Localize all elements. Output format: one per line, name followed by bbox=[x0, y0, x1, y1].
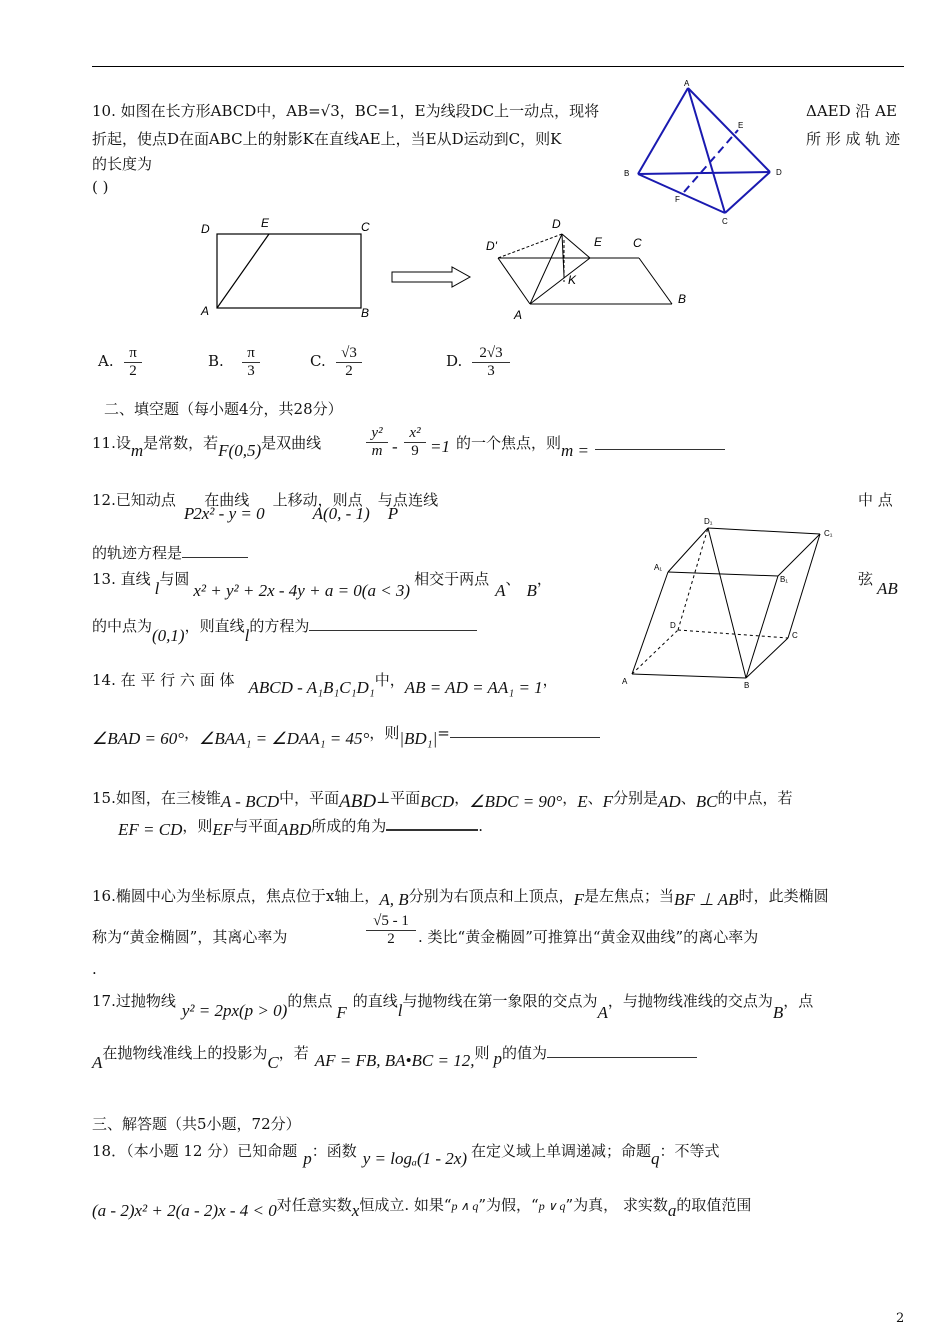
q18-line1: 18．（本小题 12 分）已知命题 p：函数 y = logₐ(1 - 2x) 在定义域上单调递减；命题q：不等式 bbox=[92, 1142, 720, 1168]
prism-label-b: B bbox=[744, 681, 750, 690]
fold-label-dp: D' bbox=[486, 239, 497, 253]
rect-label-c: C bbox=[361, 220, 370, 234]
q10-option-b-value: $\frac{\pi}{3}$ bbox=[242, 345, 260, 380]
fold-label-d: D bbox=[552, 217, 561, 231]
q16-line2b: . 类比“黄金椭圆”可推算出“黄金双曲线”的离心率为 bbox=[418, 928, 759, 946]
q10-option-c-value: $\frac{√3}{2}$ bbox=[336, 345, 362, 380]
prism-label-d1: D₁ bbox=[704, 517, 713, 526]
q10-line3: 的长度为 bbox=[92, 155, 153, 173]
q12-line2: 的轨迹方程是 bbox=[92, 542, 248, 563]
q16-line3: . bbox=[92, 960, 97, 978]
q10-line1: 10. 如图在长方形ABCD中，AB=√3，BC=1，E为线段DC上一动点，现将 bbox=[92, 102, 600, 120]
q13-line2: 的中点为(0,1)，则直线l的方程为 bbox=[92, 615, 477, 636]
tetra-label-b: B bbox=[624, 169, 630, 178]
q18-line2: (a - 2)x² + 2(a - 2)x - 4 < 0对任意实数x恒成立. 如果“p ∧ q”为假，“p ∨ q”为真， 求实数a的取值范围 bbox=[92, 1196, 752, 1220]
prism-label-b1: B₁ bbox=[780, 575, 789, 584]
q17-line2: A在抛物线准线上的投影为C，若 AF = FB, BA•BC = 12,则 p的值为 bbox=[92, 1042, 697, 1063]
q11-line: 11.设m是常数，若F(0,5)是双曲线 bbox=[92, 434, 322, 460]
folded-figure bbox=[482, 212, 702, 327]
rect-label-b: B bbox=[361, 306, 370, 320]
section-3-heading: 三、解答题（共5小题，72分） bbox=[92, 1115, 301, 1133]
q10-line1-right: ΔAED 沿 AE bbox=[806, 102, 897, 120]
q17-line1: 17.过抛物线 y² = 2px(p > 0)的焦点F的直线l与抛物线在第一象限的交点为A，与抛物线准线的交点为B，点 bbox=[92, 992, 814, 1022]
q10-answer-paren: ( ) bbox=[92, 178, 109, 196]
rectangle-figure bbox=[195, 212, 395, 327]
rect-label-d: D bbox=[201, 222, 210, 236]
fold-label-a: A bbox=[514, 308, 523, 322]
parallelepiped-figure bbox=[620, 514, 850, 690]
q15-line1: 15.如图，在三棱锥A - BCD中，平面ABD⊥平面BCD，∠BDC = 90°，E、F分别是AD、BC的中点，若 bbox=[92, 789, 793, 812]
rect-label-e: E bbox=[261, 216, 270, 230]
tetra-label-d: D bbox=[776, 168, 782, 177]
tetra-label-a: A bbox=[684, 79, 690, 88]
q13-chord-word: 弦 AB bbox=[858, 570, 898, 598]
q16-line2a: 称为“黄金椭圆”，其离心率为 bbox=[92, 928, 288, 946]
q14-line1: 14. 在 平 行 六 面 体 ABCD - A₁B₁C₁D₁中，AB = AD = AA₁ = 1， bbox=[92, 671, 558, 697]
prism-label-d: D bbox=[670, 621, 676, 630]
q10-option-c-label: C. bbox=[310, 352, 326, 370]
q11-frac-y2-m: $\frac{\text{y²}}{m}$ bbox=[366, 425, 388, 460]
prism-label-c: C bbox=[792, 631, 798, 640]
q11-tail: 的一个焦点，则m = bbox=[456, 432, 725, 453]
q10-option-a-label: A. bbox=[98, 352, 114, 370]
q11-minus: - bbox=[392, 437, 398, 456]
q10-line2-right: 所 形 成 轨 迹 bbox=[806, 130, 901, 148]
q10-line2: 折起，使点D在面ABC上的射影K在直线AE上，当E从D运动到C，则K bbox=[92, 130, 562, 148]
fold-label-k: K bbox=[568, 273, 577, 287]
tetrahedron-figure bbox=[620, 78, 790, 228]
tetra-label-c: C bbox=[722, 217, 728, 226]
prism-label-a1: A₁ bbox=[654, 563, 663, 572]
fold-label-c: C bbox=[633, 236, 642, 250]
page-number: 2 bbox=[896, 1311, 905, 1326]
q11-equals-one: =1 bbox=[430, 437, 450, 456]
tetra-label-e: E bbox=[738, 121, 744, 130]
fold-label-e: E bbox=[594, 235, 603, 249]
fold-label-b: B bbox=[678, 292, 687, 306]
prism-label-c1: C₁ bbox=[824, 529, 833, 538]
q16-eccentricity-fraction: $\frac{√5 - 1}{2}$ bbox=[366, 913, 416, 948]
q15-line2: EF = CD，则EF与平面ABD所成的角为 . bbox=[118, 817, 484, 839]
q14-line2: ∠BAD = 60°，∠BAA₁ = ∠DAA₁ = 45°，则|BD₁|= bbox=[92, 722, 600, 743]
header-rule bbox=[92, 66, 904, 67]
q10-option-d-label: D. bbox=[446, 352, 463, 370]
q13-line1: 13. 直线 l与圆x² + y² + 2x - 4y + a = 0(a < 3)相交于两点A、B， bbox=[92, 570, 552, 600]
section-2-heading: 二、填空题（每小题4分，共28分） bbox=[104, 400, 343, 418]
fold-arrow-icon bbox=[390, 265, 480, 289]
tetra-label-f: F bbox=[675, 195, 680, 204]
prism-label-a: A bbox=[622, 677, 628, 686]
q11-frac-x2-9: $\frac{\text{x²}}{9}$ bbox=[404, 425, 426, 460]
q16-line1: 16.椭圆中心为坐标原点，焦点位于x轴上，A, B分别为右顶点和上顶点，F是左焦点；当BF ⊥ AB时，此类椭圆 bbox=[92, 887, 829, 909]
q12-midpoint-word: 中 点 bbox=[858, 491, 893, 509]
q10-option-a-value: $\frac{\pi}{2}$ bbox=[124, 345, 142, 380]
q12-line1: 12.已知动点P在曲线2x² - y = 0上移动，则点A(0, - 1)与点P连线 bbox=[92, 491, 439, 523]
q10-option-d-value: $\frac{2√3}{3}$ bbox=[472, 345, 510, 380]
q10-option-b-label: B. bbox=[208, 352, 224, 370]
rect-label-a: A bbox=[201, 304, 210, 318]
